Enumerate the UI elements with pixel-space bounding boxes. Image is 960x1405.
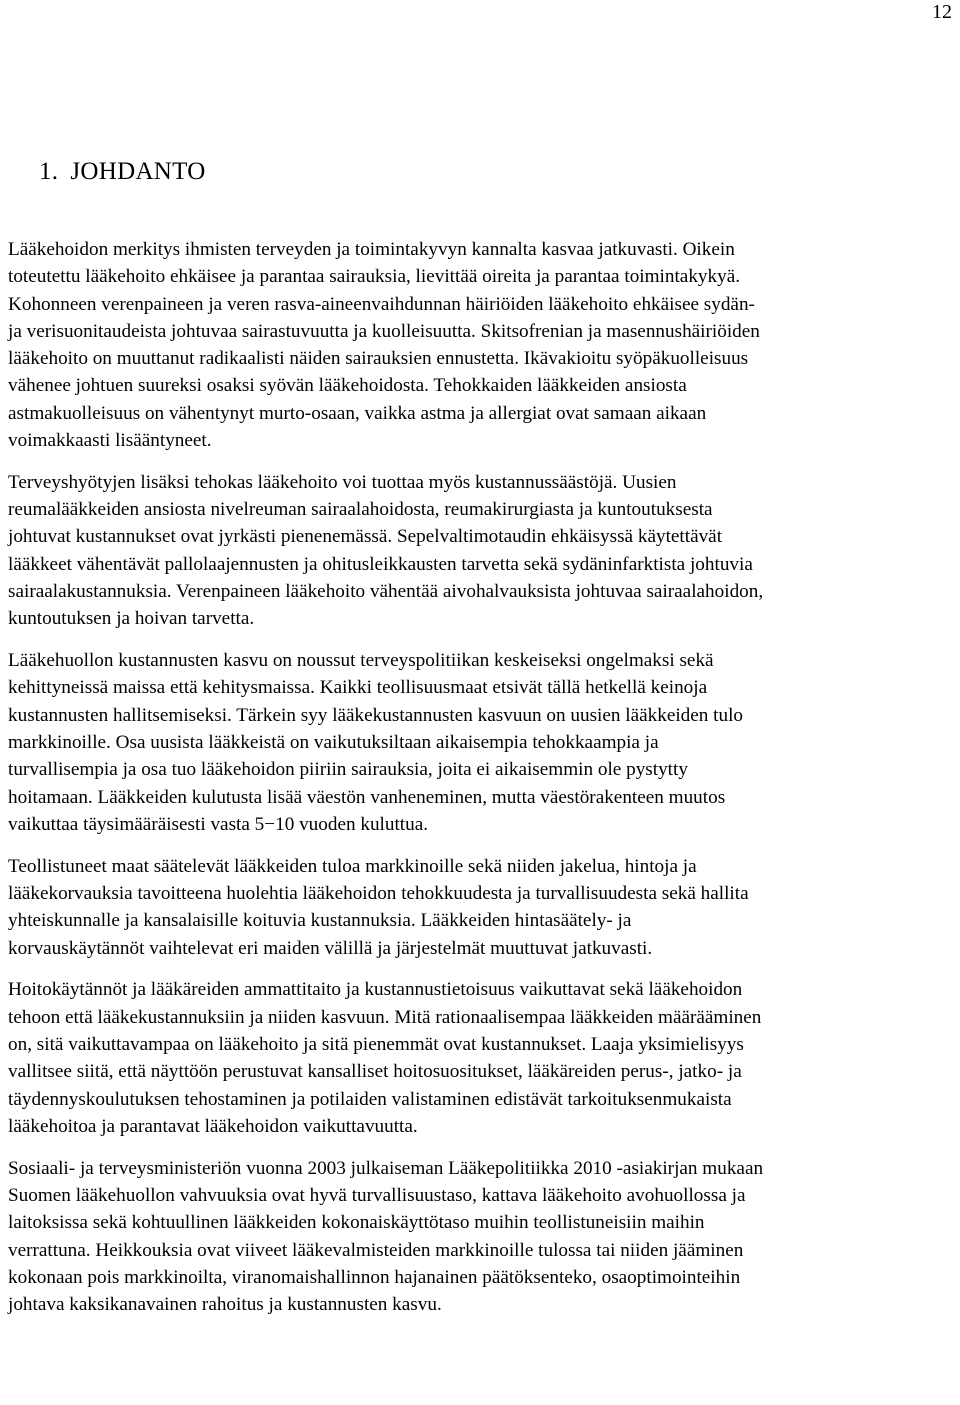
text-line: voimakkaasti lisääntyneet. bbox=[8, 430, 212, 452]
text-line: sairaalakustannuksia. Verenpaineen lääkehoito vähentää aivohalvauksista johtuvaa sairaalahoidon, bbox=[8, 581, 764, 603]
section-number: 1. bbox=[39, 158, 59, 185]
text-line: korvauskäytännöt vaihtelevat eri maiden välillä ja järjestelmät muuttuvat jatkuvasti. bbox=[8, 937, 653, 959]
section-title: JOHDANTO bbox=[70, 158, 206, 185]
text-line: lääkehoitoa ja parantavat lääkehoidon vaikuttavuutta. bbox=[8, 1115, 418, 1137]
text-line: lääkekorvauksia tavoitteena huolehtia lääkehoidon tehokkuudesta ja turvallisuudesta sekä hallita bbox=[8, 883, 749, 905]
paragraph-1 bbox=[8, 236, 948, 454]
text-line: vallitsee siitä, että näyttöön perustuvat kansalliset hoitosuositukset, lääkäreiden perus-, jatko- ja bbox=[8, 1061, 742, 1083]
text-line: lääkkeet vähentävät pallolaajennusten ja ohitusleikkausten tarvetta sekä sydäninfarktista johtuvia bbox=[8, 553, 753, 575]
text-line: reumalääkkeiden ansiosta nivelreuman sairaalahoidosta, reumakirurgiasta ja kuntoutuksesta bbox=[8, 499, 713, 521]
text-line: johtava kaksikanavainen rahoitus ja kustannusten kasvu. bbox=[8, 1294, 442, 1316]
page-number: 12 bbox=[932, 1, 952, 23]
text-line: ja verisuonitaudeista johtuvaa sairastuvuutta ja kuolleisuutta. Skitsofrenian ja masennushäiriöiden bbox=[8, 320, 760, 342]
text-line: täydennyskoulutuksen tehostaminen ja potilaiden valistaminen edistävät tarkoituksenmukaista bbox=[8, 1088, 732, 1110]
text-line: toteutettu lääkehoito ehkäisee ja parantaa sairauksia, lievittää oireita ja parantaa toimintakykyä. bbox=[8, 266, 741, 288]
text-line: Teollistuneet maat säätelevät lääkkeiden tuloa markkinoille sekä niiden jakelua, hintoja ja bbox=[8, 855, 697, 877]
text-line: tehoon että lääkekustannuksiin ja niiden kasvuun. Mitä rationaalisempaa lääkkeiden määrääminen bbox=[8, 1006, 762, 1028]
paragraph-5 bbox=[8, 976, 948, 1140]
text-line: markkinoille. Osa uusista lääkkeistä on vaikutuksiltaan aikaisempia tehokkaampia ja bbox=[8, 732, 659, 754]
text-line: vaikuttaa täysimääräisesti vasta 5−10 vuoden kuluttua. bbox=[8, 813, 429, 835]
text-line: Sosiaali- ja terveysministeriön vuonna 2003 julkaiseman Lääkepolitiikka 2010 -asiakirjan mukaan bbox=[8, 1157, 764, 1179]
paragraph-3 bbox=[8, 647, 948, 838]
text-line: lääkehoito on muuttanut radikaalisti näiden sairauksien ennustetta. Ikävakioitu syöpäkuolleisuus bbox=[8, 348, 749, 370]
text-line: astmakuolleisuus on vähentynyt murto-osaan, vaikka astma ja allergiat ovat samaan aikaan bbox=[8, 402, 707, 424]
text-line: Terveyshyötyjen lisäksi tehokas lääkehoito voi tuottaa myös kustannussäästöjä. Uusien bbox=[8, 471, 677, 493]
text-line: yhteiskunnalle ja kansalaisille koituvia kustannuksia. Lääkkeiden hintasäätely- ja bbox=[8, 910, 632, 932]
text-line: Suomen lääkehuollon vahvuuksia ovat hyvä turvallisuustaso, kattava lääkehoito avohuollossa ja bbox=[8, 1185, 746, 1206]
text-line: laitoksissa sekä kohtuullinen lääkkeiden kokonaiskäyttötaso muihin teollistuneisiin maihin bbox=[8, 1212, 705, 1234]
text-line: kokonaan pois markkinoilta, viranomaishallinnon hajanainen päätöksenteko, osaoptimointeihin bbox=[8, 1266, 741, 1288]
text-line: kustannusten hallitsemiseksi. Tärkein syy lääkekustannusten kasvuun on uusien lääkkeiden tulo bbox=[8, 704, 744, 726]
text-line: kehittyneissä maissa että kehitysmaissa. Kaikki teollisuusmaat etsivät tällä hetkellä keinoja bbox=[8, 677, 708, 699]
body-text bbox=[8, 236, 948, 1333]
text-line: turvallisempia ja osa tuo lääkehoidon piiriin sairauksia, joita ei aikaisemmin ole pystytty bbox=[8, 759, 688, 781]
text-line: Lääkehoidon merkitys ihmisten terveyden ja toimintakyvyn kannalta kasvaa jatkuvasti. Oikein bbox=[8, 239, 735, 260]
section-heading bbox=[39, 157, 206, 187]
paragraph-2 bbox=[8, 469, 948, 633]
text-line: Kohonneen verenpaineen ja veren rasva-aineenvaihdunnan häiriöiden lääkehoito ehkäisee sydän- bbox=[8, 293, 755, 315]
text-line: vähenee johtuen suureksi osaksi syövän lääkehoidosta. Tehokkaiden lääkkeiden ansiosta bbox=[8, 375, 687, 397]
paragraph-4 bbox=[8, 853, 948, 962]
text-line: on, sitä vaikuttavampaa on lääkehoito ja sitä pienemmät ovat kustannukset. Laaja yksimielisyys bbox=[8, 1034, 744, 1056]
paragraph-6 bbox=[8, 1155, 948, 1319]
text-line: johtuvat kustannukset ovat jyrkästi pienenemässä. Sepelvaltimotaudin ehkäisyssä käytettävät bbox=[8, 526, 723, 548]
text-line: hoitamaan. Lääkkeiden kulutusta lisää väestön vanheneminen, mutta väestörakenteen muutos bbox=[8, 786, 726, 808]
text-line: Lääkehuollon kustannusten kasvu on noussut terveyspolitiikan keskeiseksi ongelmaksi sekä bbox=[8, 650, 714, 672]
text-line: Hoitokäytännöt ja lääkäreiden ammattitaito ja kustannustietoisuus vaikuttavat sekä lääkehoidon bbox=[8, 979, 743, 1001]
text-line: verrattuna. Heikkouksia ovat viiveet lääkevalmisteiden markkinoille tulossa tai niiden jääminen bbox=[8, 1239, 744, 1261]
text-line: kuntoutuksen ja hoivan tarvetta. bbox=[8, 608, 255, 630]
